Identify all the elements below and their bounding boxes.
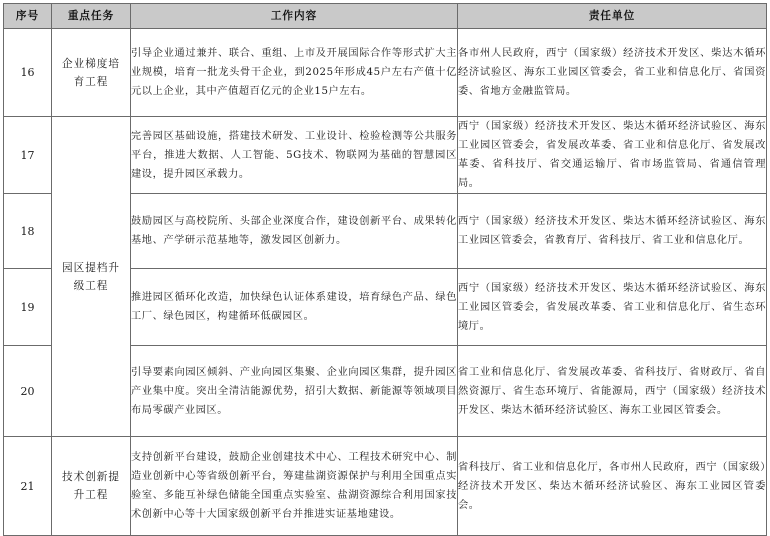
work-content: [131, 269, 458, 346]
key-tasks-table: [3, 3, 767, 536]
responsible-units: [458, 269, 767, 346]
task-tech-innovation: [52, 437, 131, 536]
table-row: [4, 29, 767, 117]
header-unit: 责任单位: [458, 4, 767, 29]
table-row: [4, 437, 767, 536]
responsible-units: [458, 194, 767, 269]
work-content: [131, 117, 458, 194]
row-number: 21: [4, 437, 52, 536]
table-row: [4, 117, 767, 194]
work-content-text: 引导要素向园区倾斜、产业向园区集聚、企业向园区集群，提升园区产业集中度。突出全清洁能源优势，招引大数据、新能源等领域项目布局零碳产业园区。: [131, 366, 457, 416]
work-content-text: 支持创新平台建设，鼓励企业创建技术中心、工程技术研究中心、制造业创新中心等省级创新平台，筹建盐湖资源保护与利用全国重点实验室、多能互补绿色储能全国重点实验室、盐湖资源综合利用国家技术创新中心等十大国家级创新平台并推进实证基地建设。: [131, 452, 457, 520]
responsible-units: [458, 29, 767, 117]
work-content-text: 完善园区基础设施，搭建技术研发、工业设计、检验检测等公共服务平台，推进大数据、人工智能、5G技术、物联网为基础的智慧园区建设，提升园区承载力。: [131, 130, 457, 180]
task-enterprise-cultivation: [52, 29, 131, 117]
task-label: 园区提档升级工程: [62, 261, 120, 292]
responsible-units-text: 西宁（国家级）经济技术开发区、柴达木循环经济试验区、海东工业园区管委会，省教育厅、省科技厅、省工业和信息化厅。: [458, 216, 766, 246]
work-content-text: 引导企业通过兼并、联合、重组、上市及开展国际合作等形式扩大主业规模，培育一批龙头骨干企业，到2025年形成45户左右产值十亿元以上企业，其中产值超百亿元的企业15户左右。: [131, 48, 457, 97]
responsible-units-text: 西宁（国家级）经济技术开发区、柴达木循环经济试验区、海东工业园区管委会，省发展改革委、省工业和信息化厅、省生态环境厅。: [458, 282, 766, 332]
task-label: 技术创新提升工程: [62, 471, 120, 501]
responsible-units: [458, 117, 767, 194]
task-park-upgrade: [52, 117, 131, 437]
table-body: [4, 29, 767, 536]
header-row: [4, 4, 767, 29]
responsible-units: [458, 346, 767, 437]
work-content-text: 鼓励园区与高校院所、头部企业深度合作，建设创新平台、成果转化基地、产学研示范基地等，激发园区创新力。: [131, 216, 457, 246]
work-content: [131, 437, 458, 536]
table-header: [4, 4, 767, 29]
responsible-units: [458, 437, 767, 536]
work-content: [131, 29, 458, 117]
row-number: 16: [4, 29, 52, 117]
row-number: 17: [4, 117, 52, 194]
responsible-units-text: 省科技厅、省工业和信息化厅，各市州人民政府，西宁（国家级）经济技术开发区、柴达木循环经济试验区、海东工业园区管委会。: [458, 461, 766, 511]
responsible-units-text: 西宁（国家级）经济技术开发区、柴达木循环经济试验区、海东工业园区管委会，省发展改革委、省工业和信息化厅、省发展改革委、省科技厅、省交通运输厅、省市场监管局、省通信管理局。: [458, 121, 766, 189]
responsible-units-text: 各市州人民政府，西宁（国家级）经济技术开发区、柴达木循环经济试验区、海东工业园区管委会，省工业和信息化厅、省国资委、省地方金融监管局。: [458, 48, 766, 97]
header-task: 重点任务: [52, 4, 131, 29]
header-work: 工作内容: [131, 4, 458, 29]
row-number: 20: [4, 346, 52, 437]
work-content: [131, 346, 458, 437]
responsible-units-text: 省工业和信息化厅、省发展改革委、省科技厅、省财政厅、省自然资源厅、省生态环境厅、省能源局，西宁（国家级）经济技术开发区、柴达木循环经济试验区、海东工业园区管委会。: [458, 366, 766, 416]
task-label: 企业梯度培育工程: [62, 57, 120, 88]
work-content-text: 推进园区循环化改造，加快绿色认证体系建设，培育绿色产品、绿色工厂、绿色园区，构建循环低碳园区。: [131, 292, 457, 322]
header-no: 序号: [4, 4, 52, 29]
work-content: [131, 194, 458, 269]
row-number: 18: [4, 194, 52, 269]
row-number: 19: [4, 269, 52, 346]
